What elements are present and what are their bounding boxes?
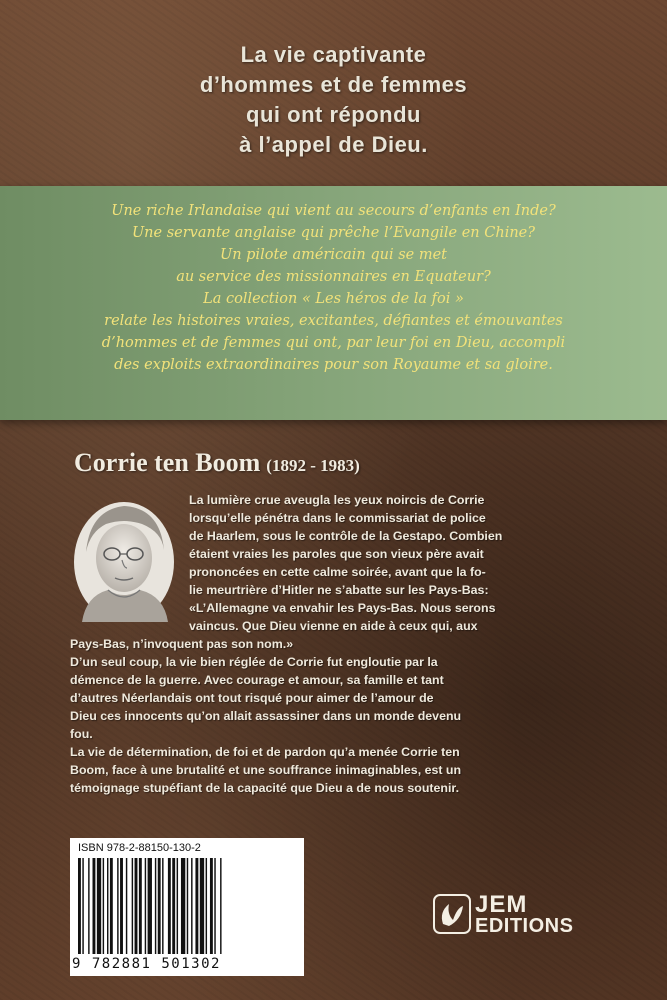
isbn-text: ISBN 978-2-88150-130-2 bbox=[78, 842, 201, 854]
synopsis-line: étaient vraies les paroles que son vieux père avait bbox=[189, 547, 484, 561]
blurb-line: relate les histoires vraies, excitantes, défiantes et émouvantes bbox=[104, 313, 563, 329]
blurb-line: La collection « Les héros de la foi » bbox=[203, 291, 464, 307]
synopsis-line: d’autres Néerlandais ont tout risqué pour aimer de l’amour de bbox=[70, 691, 434, 705]
portrait-illustration bbox=[72, 492, 176, 622]
synopsis-line: vaincus. Que Dieu vienne en aide à ceux qui, aux bbox=[189, 619, 478, 633]
synopsis-line: démence de la guerre. Avec courage et amour, sa famille et tant bbox=[70, 673, 444, 687]
tagline-line: à l’appel de Dieu. bbox=[239, 132, 428, 157]
synopsis-line: D’un seul coup, la vie bien réglée de Corrie fut engloutie par la bbox=[70, 655, 438, 669]
book-heading bbox=[74, 448, 360, 478]
publisher-line1: JEM bbox=[475, 891, 528, 918]
publisher-logo bbox=[433, 891, 574, 938]
synopsis-line: Pays-Bas, n’invoquent pas son nom.» bbox=[70, 637, 294, 651]
blurb-line: des exploits extraordinaires pour son Royaume et sa gloire. bbox=[114, 357, 553, 373]
synopsis-line: de Haarlem, sous le contrôle de la Gestapo. Combien bbox=[189, 529, 503, 543]
synopsis-line: témoignage stupéfiant de la capacité que Dieu a de nous soutenir. bbox=[70, 781, 460, 795]
synopsis-line: La vie de détermination, de foi et de pardon qu’a menée Corrie ten bbox=[70, 745, 460, 759]
heading-years: (1892 - 1983) bbox=[266, 456, 360, 475]
barcode-icon bbox=[78, 858, 296, 954]
blurb-line: Un pilote américain qui se met bbox=[219, 247, 448, 263]
tagline bbox=[0, 40, 667, 160]
blurb-line: d’hommes et de femmes qui ont, par leur foi en Dieu, accompli bbox=[101, 335, 566, 351]
jem-emblem-icon bbox=[433, 894, 471, 934]
synopsis-line: Boom, face à une brutalité et une souffrance inimaginables, est un bbox=[70, 763, 462, 777]
collection-blurb bbox=[0, 200, 667, 376]
synopsis-line: lorsqu’elle pénétra dans le commissariat de police bbox=[189, 511, 486, 525]
barcode-digits: 9 782881 501302 bbox=[72, 956, 221, 972]
synopsis-line: La lumière crue aveugla les yeux noircis de Corrie bbox=[189, 493, 485, 507]
synopsis-line: Dieu ces innocents qu’on allait assassiner dans un monde devenu bbox=[70, 709, 462, 723]
synopsis-line: lie meurtrière d’Hitler ne s’abatte sur les Pays-Bas: bbox=[189, 583, 489, 597]
synopsis-line: prononcées en cette calme soirée, avant que la fo- bbox=[189, 565, 486, 579]
synopsis-line: «L’Allemagne va envahir les Pays-Bas. Nous serons bbox=[189, 601, 496, 615]
publisher-name bbox=[475, 891, 574, 937]
blurb-line: Une riche Irlandaise qui vient au secours d’enfants en Inde? bbox=[111, 203, 556, 219]
blurb-line: au service des missionnaires en Equateur? bbox=[176, 269, 491, 285]
heading-name: Corrie ten Boom bbox=[74, 448, 261, 477]
tagline-line: La vie captivante bbox=[240, 42, 427, 67]
tagline-line: qui ont répondu bbox=[246, 102, 421, 127]
publisher-line2: EDITIONS bbox=[475, 915, 574, 937]
barcode-label bbox=[70, 838, 304, 976]
tagline-line: d’hommes et de femmes bbox=[199, 72, 468, 97]
blurb-line: Une servante anglaise qui prêche l’Evangile en Chine? bbox=[131, 225, 536, 241]
synopsis-line: fou. bbox=[70, 727, 93, 741]
